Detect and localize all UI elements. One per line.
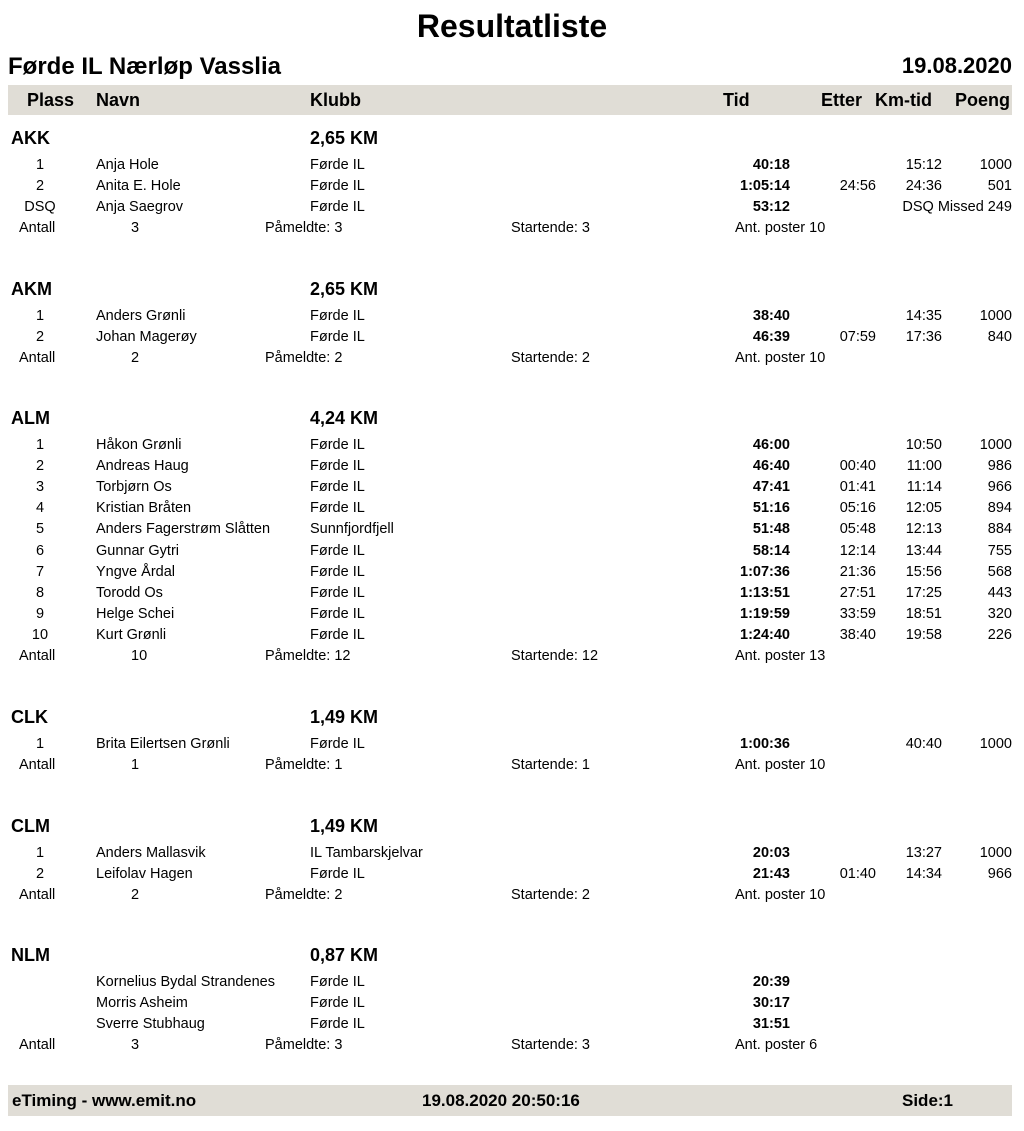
points-cell: 986	[987, 458, 1012, 475]
category-code: AKK	[11, 128, 50, 148]
km-time-cell: 13:27	[905, 845, 942, 861]
km-time-cell: 14:34	[905, 866, 942, 883]
name-cell: Anders Fagerstrøm Slåtten	[96, 521, 271, 538]
points-cell: 966	[987, 866, 1012, 883]
behind-cell: 24:56	[839, 178, 876, 195]
club-cell: Førde IL	[310, 542, 365, 559]
table-row	[0, 972, 1024, 993]
category-summary-row	[0, 218, 1024, 239]
table-row	[0, 498, 1024, 519]
name-cell: Brita Eilertsen Grønli	[96, 736, 230, 752]
table-row	[0, 734, 1024, 755]
place-cell: DSQ	[24, 199, 56, 216]
club-cell: Førde IL	[310, 500, 365, 517]
status-cell: DSQ Missed 249	[902, 199, 1012, 216]
name-cell: Leifolav Hagen	[96, 866, 193, 883]
time-cell: 46:39	[752, 329, 790, 346]
name-cell: Sverre Stubhaug	[96, 1016, 205, 1033]
summary-label: Antall	[19, 220, 56, 237]
place-cell: 7	[35, 563, 45, 580]
time-cell: 20:03	[752, 845, 790, 861]
summary-starters: Startende: 2	[511, 350, 590, 367]
name-cell: Anja Saegrov	[96, 199, 184, 216]
club-cell: IL Tambarskjelvar	[310, 845, 423, 861]
summary-count: 2	[131, 350, 140, 367]
time-cell: 53:12	[752, 199, 790, 216]
points-cell: 1000	[979, 157, 1012, 173]
club-cell: Førde IL	[310, 974, 365, 990]
club-cell: Førde IL	[310, 157, 365, 173]
km-time-cell: 11:00	[906, 458, 942, 475]
behind-cell: 05:16	[839, 500, 876, 517]
place-cell: 4	[35, 500, 45, 517]
table-row	[0, 176, 1024, 197]
club-cell: Førde IL	[310, 736, 365, 752]
summary-label: Antall	[19, 350, 56, 367]
name-cell: Yngve Årdal	[96, 563, 175, 580]
name-cell: Håkon Grønli	[96, 437, 182, 453]
column-header-etter: Etter	[821, 90, 863, 110]
category-distance: 2,65 KM	[310, 279, 379, 299]
km-time-cell: 15:12	[905, 157, 942, 173]
time-cell: 30:17	[752, 995, 790, 1012]
summary-label: Antall	[19, 887, 56, 904]
points-cell: 568	[987, 563, 1012, 580]
category-distance: 1,49 KM	[310, 816, 379, 836]
summary-starters: Startende: 2	[511, 887, 590, 904]
table-row	[0, 583, 1024, 604]
km-time-cell: 10:50	[905, 437, 942, 453]
category-code: NLM	[11, 945, 50, 965]
column-header-plass: Plass	[27, 90, 75, 110]
place-cell: 1	[35, 845, 45, 861]
behind-cell: 07:59	[839, 329, 876, 346]
time-cell: 47:41	[752, 479, 790, 496]
km-time-cell: 15:56	[905, 563, 942, 580]
summary-starters: Startende: 3	[511, 1037, 590, 1054]
club-cell: Førde IL	[310, 479, 365, 496]
time-cell: 21:43	[752, 866, 790, 883]
category-distance: 0,87 KM	[310, 945, 379, 965]
behind-cell: 05:48	[839, 521, 876, 538]
club-cell: Førde IL	[310, 329, 365, 346]
summary-count: 2	[131, 887, 140, 904]
km-time-cell: 11:14	[906, 479, 942, 496]
column-header-km-tid: Km-tid	[875, 90, 932, 110]
time-cell: 1:13:51	[740, 584, 790, 601]
category-distance: 2,65 KM	[310, 128, 379, 148]
column-header-tid: Tid	[723, 90, 750, 110]
place-cell: 2	[35, 866, 45, 883]
summary-count: 10	[131, 648, 148, 664]
club-cell: Førde IL	[310, 199, 365, 216]
table-row	[0, 843, 1024, 864]
points-cell: 1000	[979, 845, 1012, 861]
summary-controls: Ant. poster 10	[735, 757, 826, 774]
name-cell: Kristian Bråten	[96, 500, 192, 517]
club-cell: Førde IL	[310, 584, 365, 601]
club-cell: Førde IL	[310, 995, 365, 1012]
club-cell: Førde IL	[310, 563, 365, 580]
summary-controls: Ant. poster 6	[735, 1037, 818, 1054]
km-time-cell: 17:25	[905, 584, 942, 601]
points-cell: 1000	[979, 736, 1012, 752]
time-cell: 20:39	[752, 974, 790, 990]
footer-timestamp: 19.08.2020 20:50:16	[422, 1091, 580, 1110]
summary-controls: Ant. poster 10	[735, 887, 826, 904]
km-time-cell: 24:36	[905, 178, 942, 195]
column-header-navn: Navn	[96, 90, 141, 110]
name-cell: Kornelius Bydal Strandenes	[96, 974, 275, 990]
km-time-cell: 14:35	[905, 308, 942, 324]
points-cell: 840	[987, 329, 1012, 346]
table-row	[0, 993, 1024, 1014]
time-cell: 58:14	[752, 542, 790, 559]
category-code: CLK	[11, 707, 48, 727]
summary-registered: Påmeldte: 3	[265, 1037, 343, 1054]
time-cell: 1:07:36	[740, 563, 790, 580]
points-cell: 501	[987, 178, 1012, 195]
table-row	[0, 519, 1024, 540]
name-cell: Torbjørn Os	[96, 479, 172, 496]
km-time-cell: 12:13	[905, 521, 942, 538]
time-cell: 46:40	[752, 458, 790, 475]
name-cell: Anders Mallasvik	[96, 845, 206, 861]
table-row	[0, 604, 1024, 625]
summary-controls: Ant. poster 10	[735, 220, 826, 237]
place-cell: 6	[35, 542, 45, 559]
points-cell: 755	[987, 542, 1012, 559]
category-summary-row	[0, 1035, 1024, 1056]
behind-cell: 27:51	[839, 584, 876, 601]
place-cell: 5	[35, 521, 45, 538]
club-cell: Førde IL	[310, 178, 365, 195]
summary-registered: Påmeldte: 1	[265, 757, 343, 774]
time-cell: 40:18	[752, 157, 790, 173]
place-cell: 2	[35, 178, 45, 195]
km-time-cell: 18:51	[905, 605, 942, 622]
summary-count: 3	[131, 1037, 140, 1054]
km-time-cell: 40:40	[905, 736, 942, 752]
category-summary-row	[0, 885, 1024, 906]
behind-cell: 01:40	[839, 866, 876, 883]
name-cell: Torodd Os	[96, 584, 163, 601]
summary-registered: Påmeldte: 2	[265, 350, 343, 367]
behind-cell: 00:40	[839, 458, 876, 475]
table-row	[0, 197, 1024, 218]
behind-cell: 33:59	[839, 605, 876, 622]
page-title: Resultatliste	[416, 8, 608, 44]
time-cell: 51:48	[752, 521, 790, 538]
name-cell: Gunnar Gytri	[96, 542, 179, 559]
table-row	[0, 155, 1024, 176]
points-cell: 443	[987, 584, 1012, 601]
place-cell: 2	[35, 458, 45, 475]
club-cell: Førde IL	[310, 437, 365, 453]
club-cell: Førde IL	[310, 605, 365, 622]
club-cell: Førde IL	[310, 308, 365, 324]
club-cell: Sunnfjordfjell	[310, 521, 394, 538]
table-row	[0, 864, 1024, 885]
time-cell: 1:19:59	[740, 605, 790, 622]
club-cell: Førde IL	[310, 1016, 365, 1033]
name-cell: Kurt Grønli	[96, 626, 167, 643]
table-row	[0, 625, 1024, 646]
time-cell: 51:16	[752, 500, 790, 517]
summary-registered: Påmeldte: 2	[265, 887, 343, 904]
points-cell: 884	[987, 521, 1012, 538]
place-cell: 1	[35, 308, 45, 324]
name-cell: Johan Magerøy	[96, 329, 197, 346]
points-cell: 320	[987, 605, 1012, 622]
time-cell: 31:51	[752, 1016, 790, 1033]
place-cell: 8	[35, 584, 45, 601]
place-cell: 10	[31, 626, 49, 643]
behind-cell: 21:36	[839, 563, 876, 580]
table-row	[0, 562, 1024, 583]
summary-controls: Ant. poster 10	[735, 350, 826, 367]
points-cell: 1000	[979, 437, 1012, 453]
category-distance: 4,24 KM	[310, 408, 379, 428]
name-cell: Helge Schei	[96, 605, 175, 622]
points-cell: 966	[987, 479, 1012, 496]
place-cell: 1	[35, 437, 45, 453]
km-time-cell: 13:44	[905, 542, 942, 559]
club-cell: Førde IL	[310, 866, 365, 883]
column-header-poeng: Poeng	[955, 90, 1011, 110]
time-cell: 1:00:36	[740, 736, 790, 752]
category-summary-row	[0, 646, 1024, 667]
column-header-klubb: Klubb	[310, 90, 361, 110]
table-row	[0, 541, 1024, 562]
category-summary-row	[0, 755, 1024, 776]
footer-page-number: Side:1	[902, 1091, 954, 1110]
table-row	[0, 435, 1024, 456]
name-cell: Andreas Haug	[96, 458, 189, 475]
time-cell: 1:24:40	[740, 626, 790, 643]
footer-bar	[8, 1085, 1012, 1116]
club-cell: Førde IL	[310, 626, 365, 643]
summary-label: Antall	[19, 648, 56, 664]
km-time-cell: 12:05	[905, 500, 942, 517]
km-time-cell: 19:58	[905, 626, 942, 643]
km-time-cell: 17:36	[905, 329, 942, 346]
table-row	[0, 327, 1024, 348]
name-cell: Anders Grønli	[96, 308, 186, 324]
time-cell: 1:05:14	[740, 178, 790, 195]
name-cell: Anja Hole	[96, 157, 159, 173]
place-cell: 1	[35, 736, 45, 752]
category-distance: 1,49 KM	[310, 707, 379, 727]
column-header-bar	[8, 85, 1012, 115]
category-code: ALM	[11, 408, 50, 428]
club-cell: Førde IL	[310, 458, 365, 475]
behind-cell: 38:40	[839, 626, 876, 643]
summary-starters: Startende: 1	[511, 757, 590, 774]
summary-controls: Ant. poster 13	[735, 648, 826, 664]
points-cell: 894	[987, 500, 1012, 517]
summary-starters: Startende: 12	[511, 648, 599, 664]
place-cell: 1	[35, 157, 45, 173]
table-row	[0, 306, 1024, 327]
place-cell: 3	[35, 479, 45, 496]
table-row	[0, 477, 1024, 498]
summary-count: 1	[131, 757, 140, 774]
summary-registered: Påmeldte: 12	[265, 648, 351, 664]
time-cell: 46:00	[752, 437, 790, 453]
footer-software: eTiming - www.emit.no	[12, 1091, 197, 1110]
summary-label: Antall	[19, 757, 56, 774]
name-cell: Morris Asheim	[96, 995, 188, 1012]
time-cell: 38:40	[752, 308, 790, 324]
event-date: 19.08.2020	[901, 53, 1012, 78]
behind-cell: 01:41	[839, 479, 876, 496]
table-row	[0, 456, 1024, 477]
event-name: Førde IL Nærløp Vasslia	[8, 53, 281, 80]
name-cell: Anita E. Hole	[96, 178, 181, 195]
place-cell: 9	[35, 605, 45, 622]
summary-registered: Påmeldte: 3	[265, 220, 343, 237]
place-cell: 2	[35, 329, 45, 346]
category-summary-row	[0, 348, 1024, 369]
summary-label: Antall	[19, 1037, 56, 1054]
behind-cell: 12:14	[839, 542, 876, 559]
points-cell: 1000	[979, 308, 1012, 324]
points-cell: 226	[987, 626, 1012, 643]
category-code: CLM	[11, 816, 50, 836]
summary-count: 3	[131, 220, 140, 237]
summary-starters: Startende: 3	[511, 220, 590, 237]
category-code: AKM	[11, 279, 52, 299]
table-row	[0, 1014, 1024, 1035]
